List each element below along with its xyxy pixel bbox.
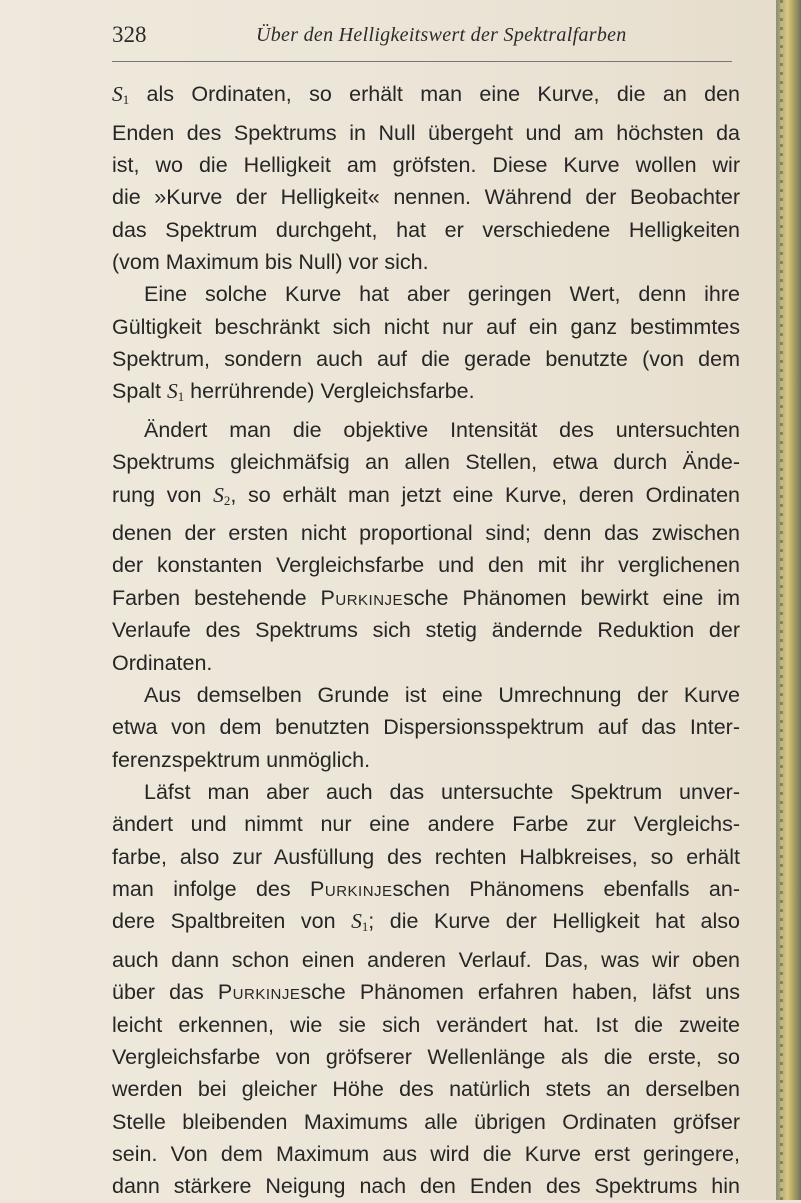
text-line: Ordinaten. [112,650,213,675]
variable-s1: $S_1$ [166,379,185,405]
text-line: Läfst man aber auch das untersuchte Spektrum unver- [144,779,740,804]
text-line: Gültigkeit beschränkt sich nicht nur auf ein ganz bestimmtes [112,314,740,339]
variable-s1: $S_1$ [351,909,369,935]
text-line: die »Kurve der Helligkeit« nennen. Während der Beobachter [112,185,740,210]
page-edge [776,0,801,1200]
header-rule [112,61,732,62]
text-line: dann stärkere Neigung nach den Enden des Spektrums hin [112,1174,740,1199]
text-line: denen der ersten nicht proportional sind; denn das zwischen [112,521,740,546]
text-line: ist, wo die Helligkeit am gröfsten. Diese Kurve wollen wir [112,152,740,177]
page-number: 328 [112,22,147,47]
text-line: rung von $S_2$, so erhält man jetzt eine Kurve, deren Ordinaten [112,482,740,508]
text-line: Ändert man die objektive Intensität des untersuchten [144,417,740,442]
text-line: Stelle bleibenden Maximums alle übrigen Ordinaten gröfser [112,1109,740,1134]
text-line: werden bei gleicher Höhe des natürlich stets an derselben [112,1077,740,1102]
text-line: ferenzspektrum unmöglich. [112,747,371,772]
paragraph-1 [112,78,740,278]
author-name-purkinje: Purkinje [217,980,301,1005]
variable-s1: $S_1$ [112,82,130,108]
paragraph-3 [112,414,740,679]
text-line: über das Purkinjesche Phänomen erfahren haben, läfst uns [112,980,740,1005]
text-line: das Spektrum durchgeht, hat er verschiedene Helligkeiten [112,217,740,242]
paragraph-2 [112,278,740,414]
author-name-purkinje: Purkinje [320,585,404,610]
text-line: $S_1$ als Ordinaten, so erhält man eine Kurve, die an den [112,82,740,108]
text-line: der konstanten Vergleichsfarbe und den mit ihr verglichenen [112,553,740,578]
author-name-purkinje: Purkinje [310,876,393,901]
text-line: Enden des Spektrums in Null übergeht und am höchsten da [112,120,740,145]
variable-s2: $S_2$ [213,482,231,508]
text-line: (vom Maximum bis Null) vor sich. [112,249,429,274]
body-text [112,78,740,1203]
text-line: Spalt $S_1$ herrührende) Vergleichsfarbe. [112,379,475,405]
page-header [112,22,732,54]
text-line: man infolge des Purkinjeschen Phänomens ebenfalls an- [112,876,740,901]
text-line: etwa von dem benutzten Dispersionsspektrum auf das Inter- [112,715,740,740]
paragraph-5 [112,776,740,1203]
text-line: Farben bestehende Purkinjesche Phänomen bewirkt eine im [112,585,740,610]
text-line: Aus demselben Grunde ist eine Umrechnung der Kurve [144,682,740,707]
text-line: ändert und nimmt nur eine andere Farbe zur Vergleichs- [112,812,740,837]
text-line: Eine solche Kurve hat aber geringen Wert, denn ihre [144,282,740,307]
text-line: Spektrum, sondern auch auf die gerade benutzte (von dem [112,346,740,371]
text-line: farbe, also zur Ausfüllung des rechten Halbkreises, so erhält [112,844,740,869]
paragraph-4 [112,679,740,776]
text-line: Vergleichsfarbe von gröfserer Wellenlänge als die erste, so [112,1044,740,1069]
text-line: dere Spaltbreiten von $S_1$; die Kurve der Helligkeit hat also [112,909,740,935]
text-line: auch dann schon einen anderen Verlauf. Das, was wir oben [112,947,740,972]
running-head: Über den Helligkeitswert der Spektralfarben [256,24,627,46]
text-line: Spektrums gleichmäfsig an allen Stellen, etwa durch Ände- [112,450,740,475]
text-line: sein. Von dem Maximum aus wird die Kurve erst geringere, [112,1141,740,1166]
text-line: Verlaufe des Spektrums sich stetig ändernde Reduktion der [112,618,740,643]
text-line: leicht erkennen, wie sie sich verändert hat. Ist die zweite [112,1012,740,1037]
